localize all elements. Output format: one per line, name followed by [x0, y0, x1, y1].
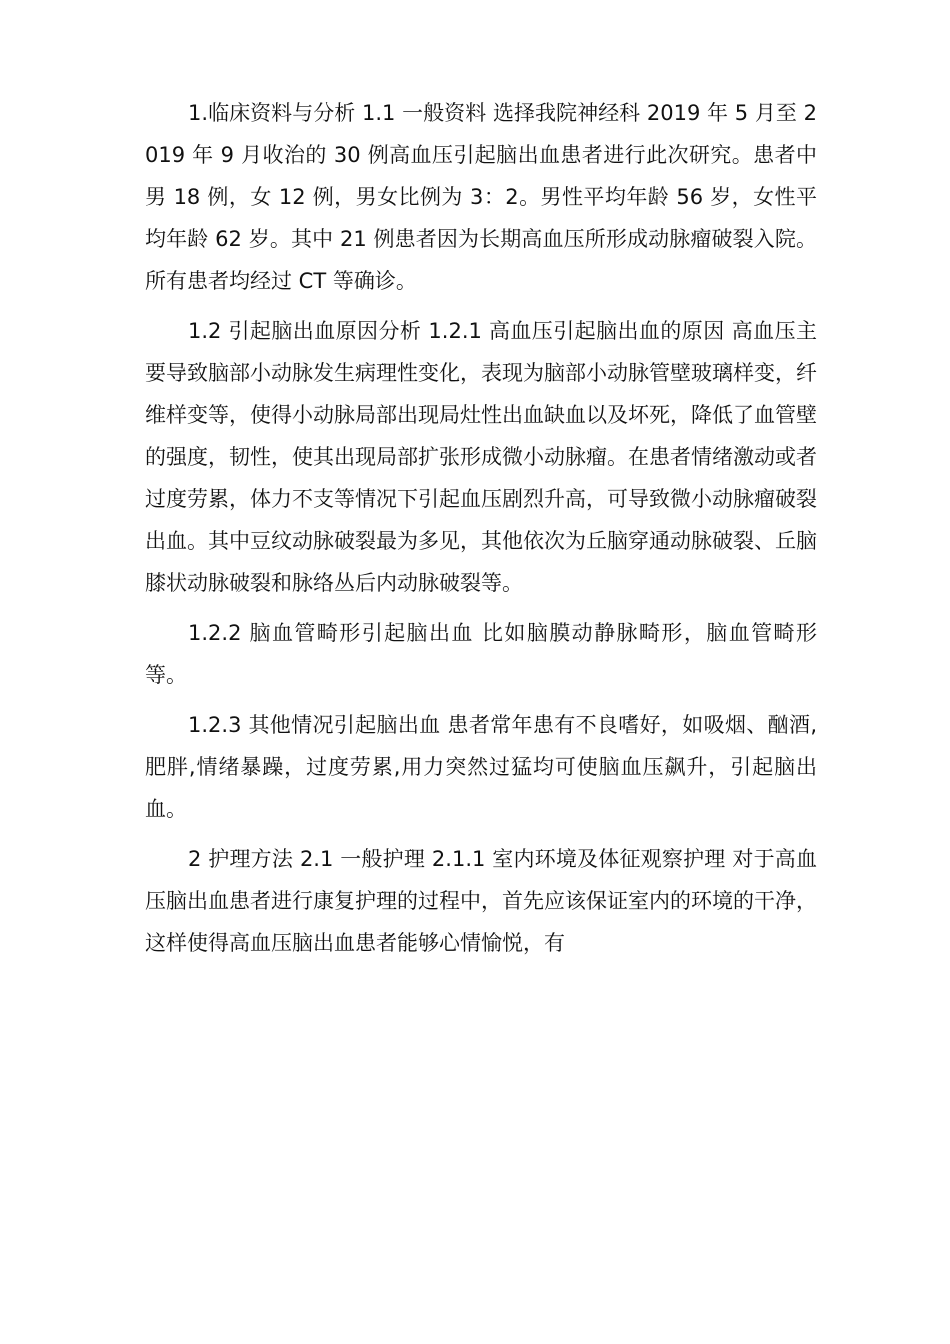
paragraph-cause-analysis: 1.2 引起脑出血原因分析 1.2.1 高血压引起脑出血的原因 高血压主要导致脑部小动脉发生病理性变化，表现为脑部小动脉管壁玻璃样变，纤维样变等，使得小动脉局部出现局灶性出血缺血以及坏死，降低了血管壁的强度，韧性，使其出现局部扩张形成微小动脉瘤。在患者情绪激动或者过度劳累，体力不支等情况下引起血压剧烈升高，可导致微小动脉瘤破裂出血。其中豆纹动脉破裂最为多见，其他依次为丘脑穿通动脉破裂、丘脑膝状动脉破裂和脉络丛后内动脉破裂等。 — [145, 319, 817, 595]
paragraph-vascular-malformation: 1.2.2 脑血管畸形引起脑出血 比如脑膜动静脉畸形，脑血管畸形等。 — [145, 621, 817, 687]
paragraph-other-causes: 1.2.3 其他情况引起脑出血 患者常年患有不良嗜好，如吸烟、酗酒,肥胖,情绪暴躁，过度劳累,用力突然过猛均可使脑血压飙升，引起脑出血。 — [145, 713, 817, 821]
paragraph-clinical-data: 1.临床资料与分析 1.1 一般资料 选择我院神经科 2019 年 5 月至 2019 年 9 月收治的 30 例高血压引起脑出血患者进行此次研究。患者中男 18 例，女 12 例，男女比例为 3：2。男性平均年龄 56 岁，女性平均年龄 62 岁。其中 21 例患者因为长期高血压所形成动脉瘤破裂入院。所有患者均经过 CT 等确诊。 — [145, 101, 817, 293]
paragraph-nursing-methods: 2 护理方法 2.1 一般护理 2.1.1 室内环境及体征观察护理 对于高血压脑出血患者进行康复护理的过程中，首先应该保证室内的环境的干净，这样使得高血压脑出血患者能够心情愉悦，有 — [145, 847, 817, 955]
document-body — [145, 92, 817, 972]
